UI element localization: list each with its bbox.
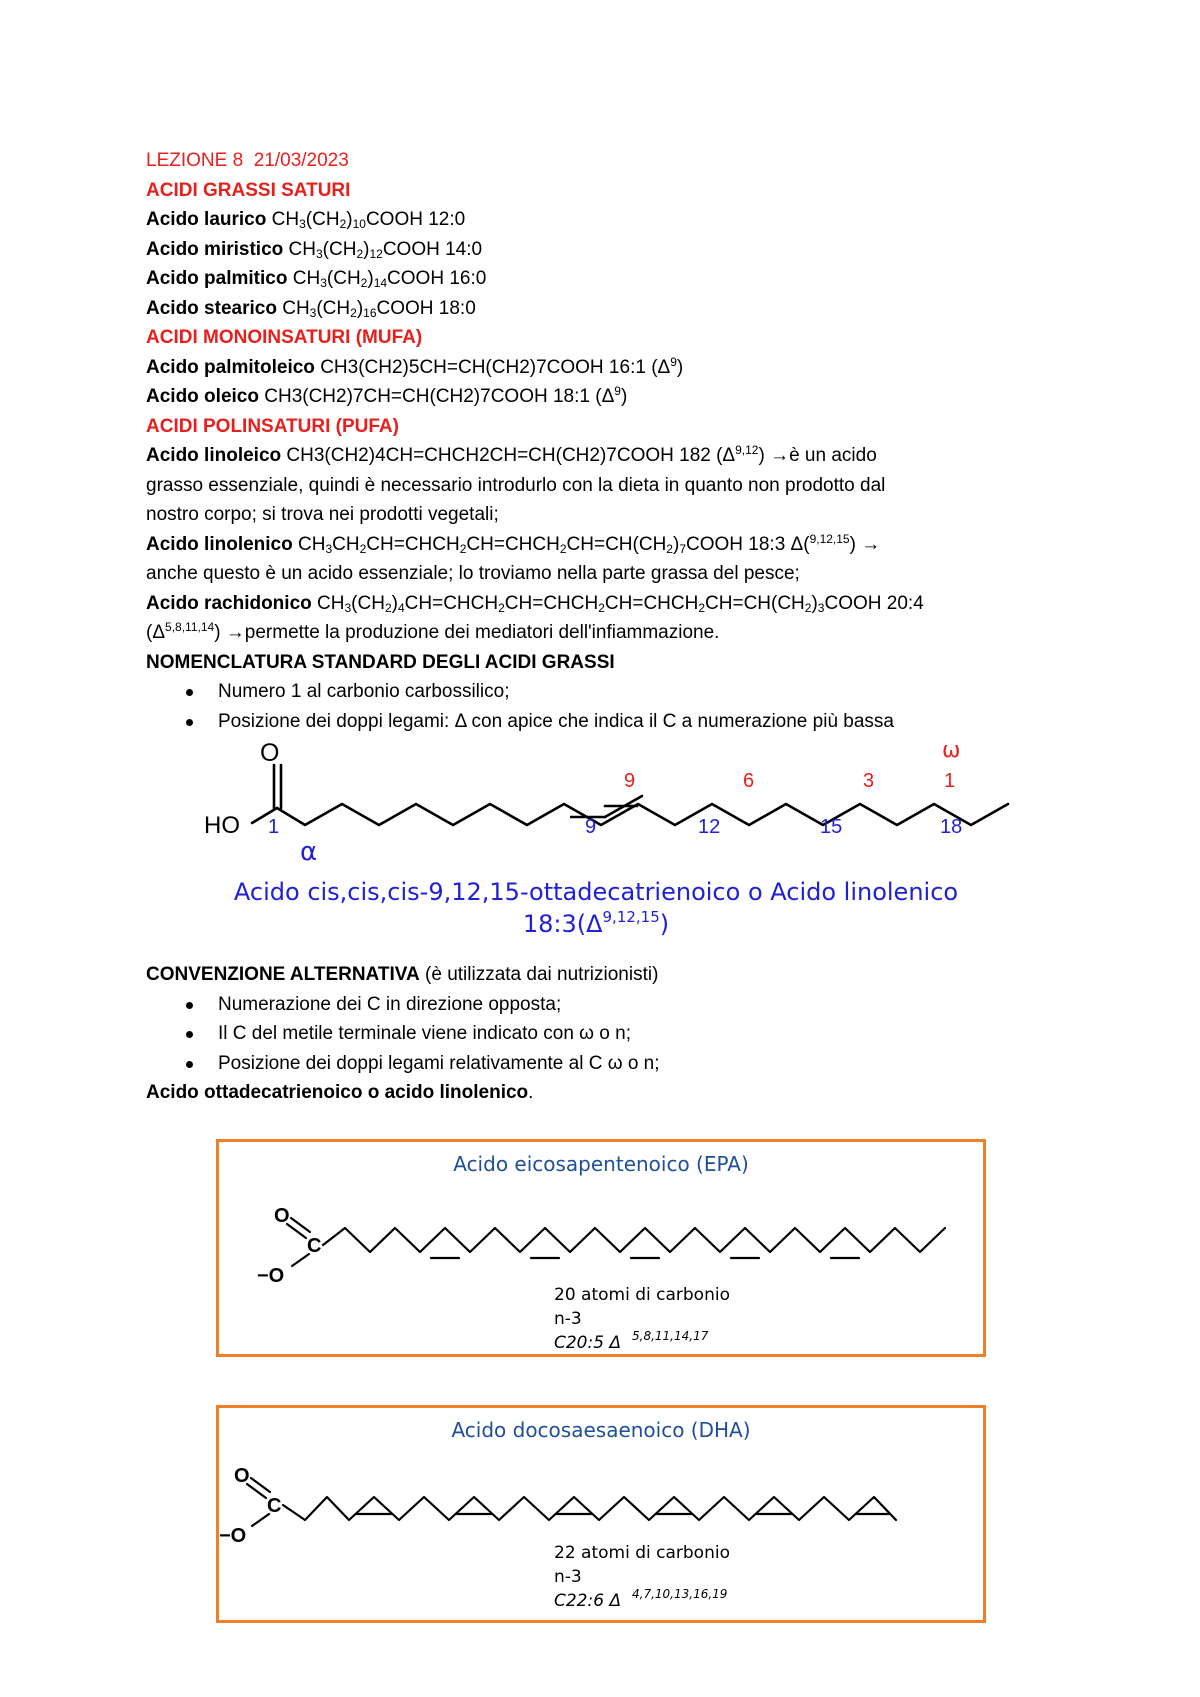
acid-name: Acido palmitoleico: [146, 356, 315, 378]
formula-part: CH: [317, 592, 345, 614]
omega-label: ω: [942, 738, 961, 763]
epa-structure: [219, 1142, 983, 1354]
carbon-number: 18: [940, 816, 963, 838]
formula-part: ): [676, 356, 684, 378]
formula-sub: 2: [459, 541, 467, 556]
formula-part: ): [363, 238, 370, 260]
formula-sub: 10: [352, 217, 366, 231]
dha-box: [216, 1405, 986, 1623]
formula-part: (CH: [316, 297, 351, 319]
formula-part: CH3(CH2)5CH=CH(CH2)7COOH 16:1 (Δ: [320, 356, 671, 378]
formula-sub: 2: [384, 600, 392, 615]
acid-name: Acido laurico: [146, 209, 267, 230]
formula-part: CH=CH(CH: [705, 592, 805, 614]
formula-part: ): [391, 592, 398, 614]
list-item: Posizione dei doppi legami relativamente al C ω o n;: [146, 1049, 1046, 1079]
list-item: Il C del metile terminale viene indicato con ω o n;: [146, 1019, 1046, 1049]
mufa-title: ACIDI MONOINSATURI (MUFA): [146, 327, 423, 348]
mufa-item: [146, 382, 1046, 412]
formula-part: CH=CHCH: [504, 592, 599, 614]
formula-part: COOH 18:0: [376, 297, 476, 319]
formula-part: CH: [332, 533, 360, 555]
formula-part: ): [367, 268, 374, 289]
dha-code: C22:6 Δ: [554, 1591, 622, 1611]
omega-number: 9: [624, 770, 636, 792]
formula-sub: 2: [360, 276, 368, 290]
formula-sub: 3: [325, 541, 333, 556]
linoleic-desc: nostro corpo; si trova nei prodotti vegetali;: [146, 504, 499, 525]
lesson-number: LEZIONE 8: [146, 150, 244, 171]
formula-part: (CH: [351, 592, 385, 614]
carbon-number: 12: [698, 816, 721, 838]
epa-atoms: 20 atomi di carbonio: [554, 1285, 730, 1305]
formula-sup: 9: [670, 354, 677, 369]
acid-name: Acido palmitico: [146, 268, 288, 289]
hydroxyl-label: HO: [204, 812, 240, 839]
alternative-title: CONVENZIONE ALTERNATIVA: [146, 964, 420, 985]
caption-line: [146, 908, 1046, 940]
formula-part: (CH: [322, 238, 357, 260]
formula-part: (Δ: [146, 622, 166, 643]
formula-sup: 9,12: [735, 443, 759, 457]
linolenic-desc: anche questo è un acido essenziale; lo troviamo nella parte grassa del pesce;: [146, 563, 800, 584]
formula-part: COOH 12:0: [365, 209, 466, 230]
formula-part: ) →è un acido: [758, 445, 877, 466]
formula-sub: 2: [598, 600, 605, 615]
carbon-number: 15: [820, 816, 843, 838]
acid-name: Acido rachidonico: [146, 592, 312, 614]
formula-part: ): [672, 533, 680, 555]
formula-sub: 2: [559, 541, 567, 556]
dha-code-sup: 4,7,10,13,16,19: [632, 1587, 728, 1601]
mufa-item: [146, 353, 1046, 383]
epa-oxygen-bottom: −O: [257, 1265, 285, 1287]
dha-oxygen-top: O: [234, 1465, 250, 1487]
epa-title: Acido eicosapentenoico (EPA): [453, 1152, 749, 1176]
formula-part: CH=CHCH: [366, 533, 460, 555]
formula-part: ): [346, 209, 353, 230]
formula-sub: 2: [666, 541, 673, 556]
final-dot: .: [528, 1082, 534, 1103]
formula-part: COOH 20:4: [824, 592, 924, 614]
formula-sub: 3: [315, 246, 323, 261]
formula-sub: 14: [373, 276, 388, 290]
alpha-label: α: [300, 837, 318, 867]
formula-part: CH=CHCH: [604, 592, 699, 614]
formula-part: CH: [271, 209, 300, 230]
acid-name: Acido linolenico: [146, 533, 293, 555]
formula-part: COOH 14:0: [382, 238, 483, 260]
epa-series: n-3: [554, 1309, 582, 1329]
formula-sub: 4: [397, 600, 405, 615]
formula-sub: 3: [344, 600, 352, 615]
pufa-title: ACIDI POLINSATURI (PUFA): [146, 415, 399, 437]
linoleic-line: [146, 441, 1046, 471]
formula-sub: 2: [356, 246, 364, 261]
formula-part: CH3(CH2)4CH=CHCH2CH=CH(CH2)7COOH 182 (Δ: [286, 445, 736, 466]
dha-title: Acido docosaesaenoico (DHA): [451, 1418, 751, 1442]
formula-part: CH=CH(CH: [566, 533, 667, 555]
formula-part: CH: [292, 268, 321, 289]
alternative-list: [146, 990, 1046, 1079]
caption-sup: 9,12,15: [602, 908, 660, 926]
acid-name: Acido oleico: [146, 386, 259, 407]
formula-part: CH=CHCH: [466, 533, 560, 555]
list-item: Numerazione dei C in direzione opposta;: [146, 990, 1046, 1020]
dha-structure: [219, 1408, 983, 1620]
formula-sub: 7: [679, 541, 686, 556]
epa-box: [216, 1139, 986, 1357]
formula-part: (CH: [326, 268, 361, 289]
linolenic-caption: [146, 876, 1046, 940]
alternative-title-line: [146, 960, 1046, 990]
saturated-item: [146, 264, 1046, 294]
omega-number: 3: [863, 770, 875, 792]
alternative-section: [146, 960, 1046, 1108]
omega-number: 1: [944, 770, 956, 792]
epa-code: C20:5 Δ: [554, 1333, 622, 1353]
formula-sub: 16: [363, 305, 377, 320]
formula-sub: 3: [320, 276, 327, 290]
formula-sub: 3: [309, 305, 317, 320]
formula-part: CH: [298, 533, 326, 555]
oxygen-label: O: [260, 739, 280, 767]
dha-carbon: C: [267, 1495, 282, 1517]
final-text: Acido ottadecatrienoico o acido linolenico: [146, 1082, 529, 1103]
alternative-final: [146, 1078, 1046, 1108]
lesson-date: 21/03/2023: [253, 150, 349, 171]
formula-sub: 3: [299, 217, 306, 231]
epa-oxygen-top: O: [274, 1205, 290, 1227]
acid-name: Acido miristico: [146, 238, 284, 260]
arachidonic-desc: [146, 618, 1046, 648]
carbon-number: 1: [268, 816, 280, 838]
carbon-number: 9: [585, 816, 597, 838]
saturated-item: [146, 235, 1046, 265]
linoleic-desc: grasso essenziale, quindi è necessario introdurlo con la dieta in quanto non prodotto dal: [146, 474, 886, 496]
dha-series: n-3: [554, 1567, 582, 1587]
formula-sub: 2: [350, 305, 357, 320]
formula-sup: 9,12,15: [809, 531, 850, 546]
saturated-title: ACIDI GRASSI SATURI: [146, 179, 351, 201]
formula-sup: 9: [614, 384, 621, 398]
epa-carbon: C: [307, 1235, 322, 1257]
epa-code-sup: 5,8,11,14,17: [632, 1329, 709, 1343]
formula-part: CH: [282, 297, 310, 319]
formula-sup: 5,8,11,14: [165, 620, 215, 634]
nomenclature-title: NOMENCLATURA STANDARD DEGLI ACIDI GRASSI: [146, 651, 615, 673]
formula-part: COOH 18:3 Δ(: [686, 533, 810, 555]
formula-part: (CH: [305, 209, 340, 230]
caption-part: 18:3(Δ: [522, 910, 603, 938]
formula-sub: 2: [359, 541, 367, 556]
list-item: Posizione dei doppi legami: Δ con apice che indica il C a numerazione più bassa: [146, 707, 1046, 737]
caption-part: ): [659, 910, 670, 938]
saturated-item: [146, 205, 1046, 235]
formula-part: ): [620, 386, 628, 407]
caption-line: Acido cis,cis,cis-9,12,15-ottadecatrienoico o Acido linolenico: [233, 878, 959, 906]
formula-part: ): [811, 592, 818, 614]
acid-name: Acido linoleico: [146, 445, 282, 466]
formula-sub: 3: [817, 600, 825, 615]
dha-atoms: 22 atomi di carbonio: [554, 1543, 730, 1563]
omega-number: 6: [743, 770, 755, 792]
linolenic-line: [146, 530, 1046, 560]
nomenclature-list: [146, 677, 1046, 736]
formula-part: ) →: [849, 533, 881, 555]
formula-part: CH3(CH2)7CH=CH(CH2)7COOH 18:1 (Δ: [264, 386, 615, 407]
saturated-item: [146, 294, 1046, 324]
formula-sub: 2: [339, 217, 347, 231]
formula-sub: 12: [369, 246, 383, 261]
list-item: Numero 1 al carbonio carbossilico;: [146, 677, 1046, 707]
alternative-note: (è utilizzata dai nutrizionisti): [419, 964, 659, 985]
formula-sub: 2: [698, 600, 706, 615]
formula-sub: 2: [498, 600, 505, 615]
formula-sub: 2: [804, 600, 812, 615]
formula-part: ): [356, 297, 364, 319]
lesson-header: [146, 146, 1046, 176]
notes-text: [146, 146, 1046, 736]
formula-part: CH=CHCH: [404, 592, 499, 614]
dha-oxygen-bottom: −O: [219, 1525, 247, 1547]
formula-part: COOH 16:0: [387, 268, 487, 289]
formula-part: ) →permette la produzione dei mediatori dell'infiammazione.: [214, 622, 720, 643]
formula-part: CH: [288, 238, 316, 260]
acid-name: Acido stearico: [146, 297, 277, 319]
arachidonic-line: [146, 589, 1046, 619]
